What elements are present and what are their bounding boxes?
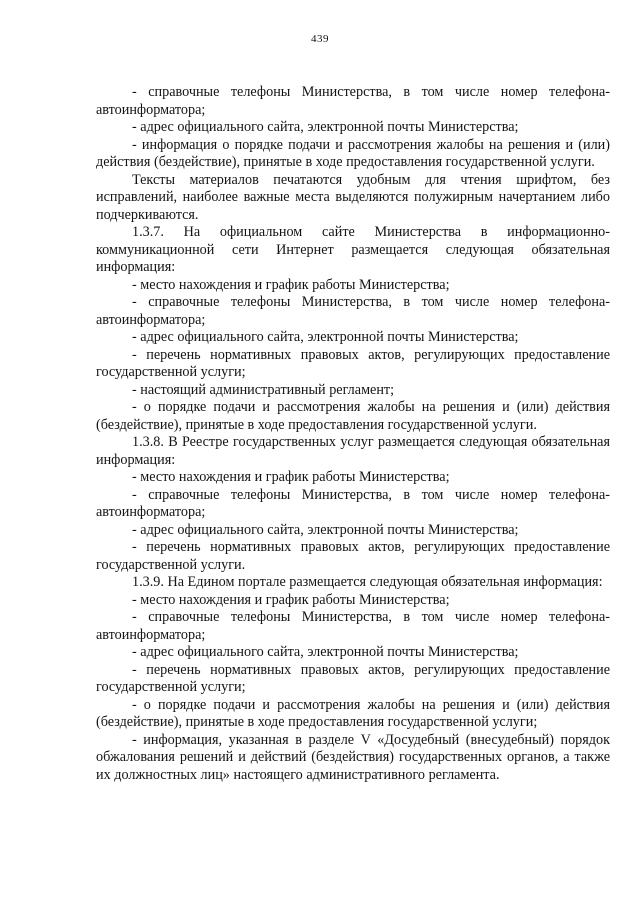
paragraph: - справочные телефоны Министерства, в том числе номер телефона-автоинформатора; <box>96 84 610 118</box>
page-number: 439 <box>311 33 329 45</box>
paragraph: - адрес официального сайта, электронной почты Министерства; <box>132 119 519 135</box>
paragraph: - о порядке подачи и рассмотрения жалобы на решения и (или) действия (бездействие), принятые в ходе предоставления государственной услуги; <box>96 696 610 730</box>
paragraph: - справочные телефоны Министерства, в том числе номер телефона-автоинформатора; <box>96 294 610 328</box>
paragraph: - адрес официального сайта, электронной почты Министерства; <box>132 644 519 660</box>
document-body <box>96 84 610 784</box>
paragraph: Тексты материалов печатаются удобным для чтения шрифтом, без исправлений, наиболее важные места выделяются полужирным начертанием либо подчеркиваются. <box>96 171 610 223</box>
paragraph: - перечень нормативных правовых актов, регулирующих предоставление государственной услуги. <box>96 539 610 573</box>
section-1-3-7: 1.3.7. На официальном сайте Министерства в информационно-коммуникационной сети Интернет размещается следующая обязательная информация: <box>96 224 610 275</box>
paragraph: - перечень нормативных правовых актов, регулирующих предоставление государственной услуги; <box>96 661 610 695</box>
paragraph: - информация о порядке подачи и рассмотрения жалобы на решения и (или) действия (бездействие), принятые в ходе предоставления государственной услуги. <box>96 136 610 170</box>
paragraph: - информация, указанная в разделе V «Досудебный (внесудебный) порядок обжалования решений и действий (бездействия) государственных органов, а также их должностных лиц» настоящего административного регламента. <box>96 731 610 783</box>
paragraph: - место нахождения и график работы Министерства; <box>132 276 450 293</box>
section-1-3-8: 1.3.8. В Реестре государственных услуг размещается следующая обязательная информация: <box>96 434 610 468</box>
section-1-3-9: 1.3.9. На Едином портале размещается следующая обязательная информация: <box>132 574 603 590</box>
paragraph: - справочные телефоны Министерства, в том числе номер телефона-автоинформатора; <box>96 609 610 643</box>
paragraph: - адрес официального сайта, электронной почты Министерства; <box>132 521 519 538</box>
paragraph: - адрес официального сайта, электронной почты Министерства; <box>132 329 519 345</box>
paragraph: - настоящий административный регламент; <box>132 381 395 398</box>
paragraph: - перечень нормативных правовых актов, регулирующих предоставление государственной услуги; <box>96 346 610 380</box>
paragraph: - место нахождения и график работы Министерства; <box>132 591 450 608</box>
paragraph: - место нахождения и график работы Министерства; <box>132 469 450 485</box>
paragraph: - о порядке подачи и рассмотрения жалобы на решения и (или) действия (бездействие), принятые в ходе предоставления государственной услуги. <box>96 399 610 433</box>
paragraph: - справочные телефоны Министерства, в том числе номер телефона-автоинформатора; <box>96 486 610 520</box>
